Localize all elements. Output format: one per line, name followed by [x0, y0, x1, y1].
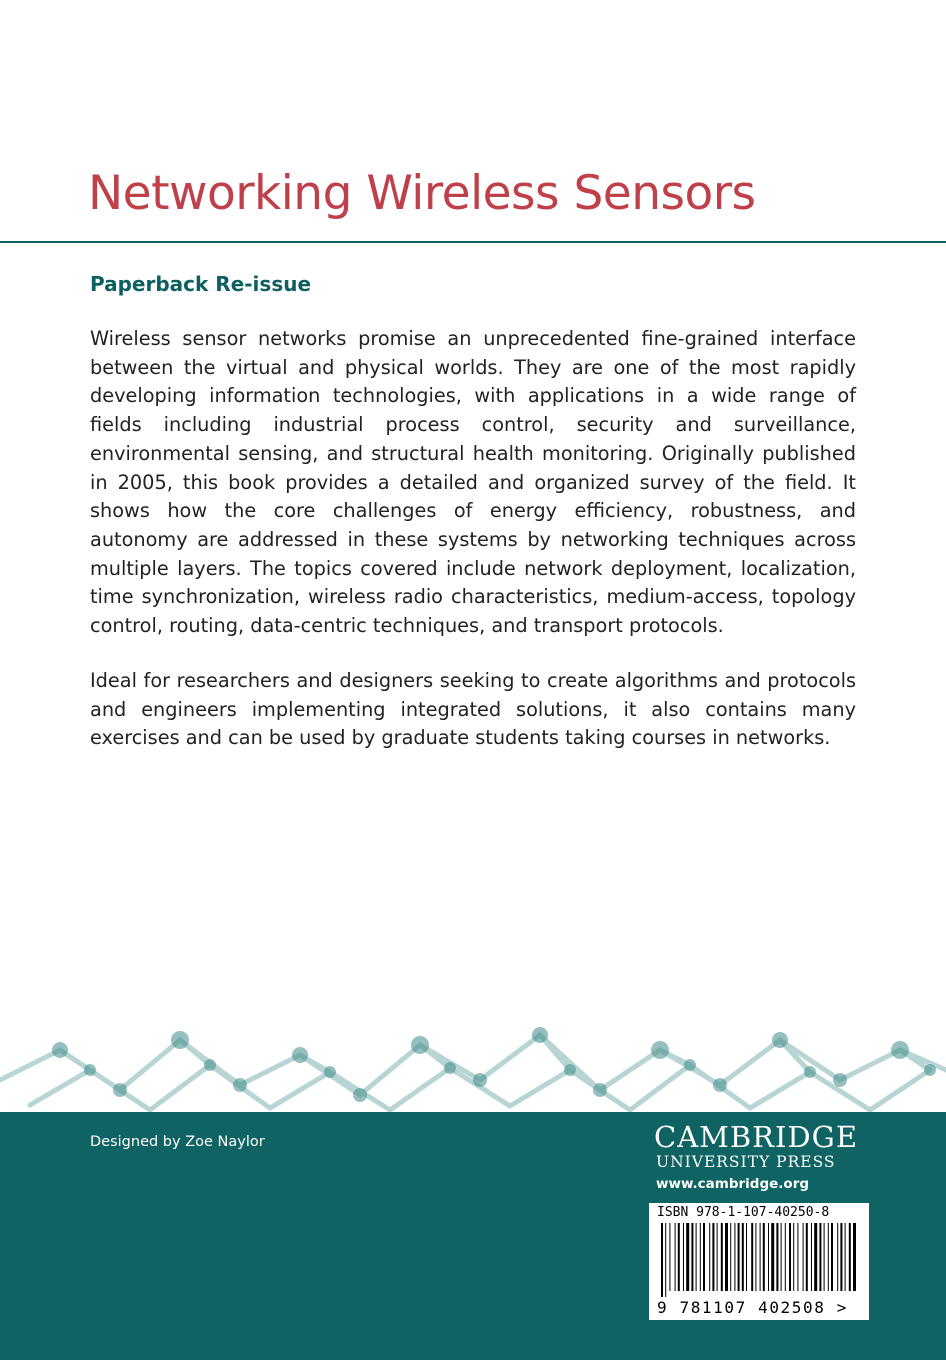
barcode-digits: 9 781107 402508 >	[657, 1298, 848, 1317]
network-graphic	[0, 1010, 946, 1114]
isbn-label: ISBN 978-1-107-40250-8	[657, 1205, 830, 1220]
publisher-logo-sub: UNIVERSITY PRESS	[656, 1153, 836, 1171]
title-divider	[0, 241, 946, 243]
publisher-website: www.cambridge.org	[656, 1176, 810, 1192]
book-title: Networking Wireless Sensors	[88, 166, 756, 221]
isbn-barcode	[649, 1203, 869, 1320]
publisher-logo-name: CAMBRIDGE	[654, 1120, 859, 1154]
designer-credit: Designed by Zoe Naylor	[90, 1134, 265, 1150]
edition-label: Paperback Re-issue	[90, 272, 312, 296]
barcode-bars	[657, 1223, 861, 1297]
audience-paragraph: Ideal for researchers and designers seeking to create algorithms and protocols and engineers implementing integrated solutions, it also contains many exercises and can be used by graduate students taking courses in networks.	[90, 669, 856, 750]
description-paragraph: Wireless sensor networks promise an unprecedented fine-grained interface between the virtual and physical worlds. They are one of the most rapidly developing information technologies, with applications in a wide range of fields including industrial process control, security and surveillance, environmental sensing, and structural health monitoring. Originally published in 2005, this book provides a detailed and organized survey of the field. It shows how the core challenges of energy efficiency, robustness, and autonomy are addressed in these systems by networking techniques across multiple layers. The topics covered include network deployment, localization, time synchronization, wireless radio characteristics, medium-access, topology control, routing, data-centric techniques, and transport protocols.	[90, 327, 856, 638]
